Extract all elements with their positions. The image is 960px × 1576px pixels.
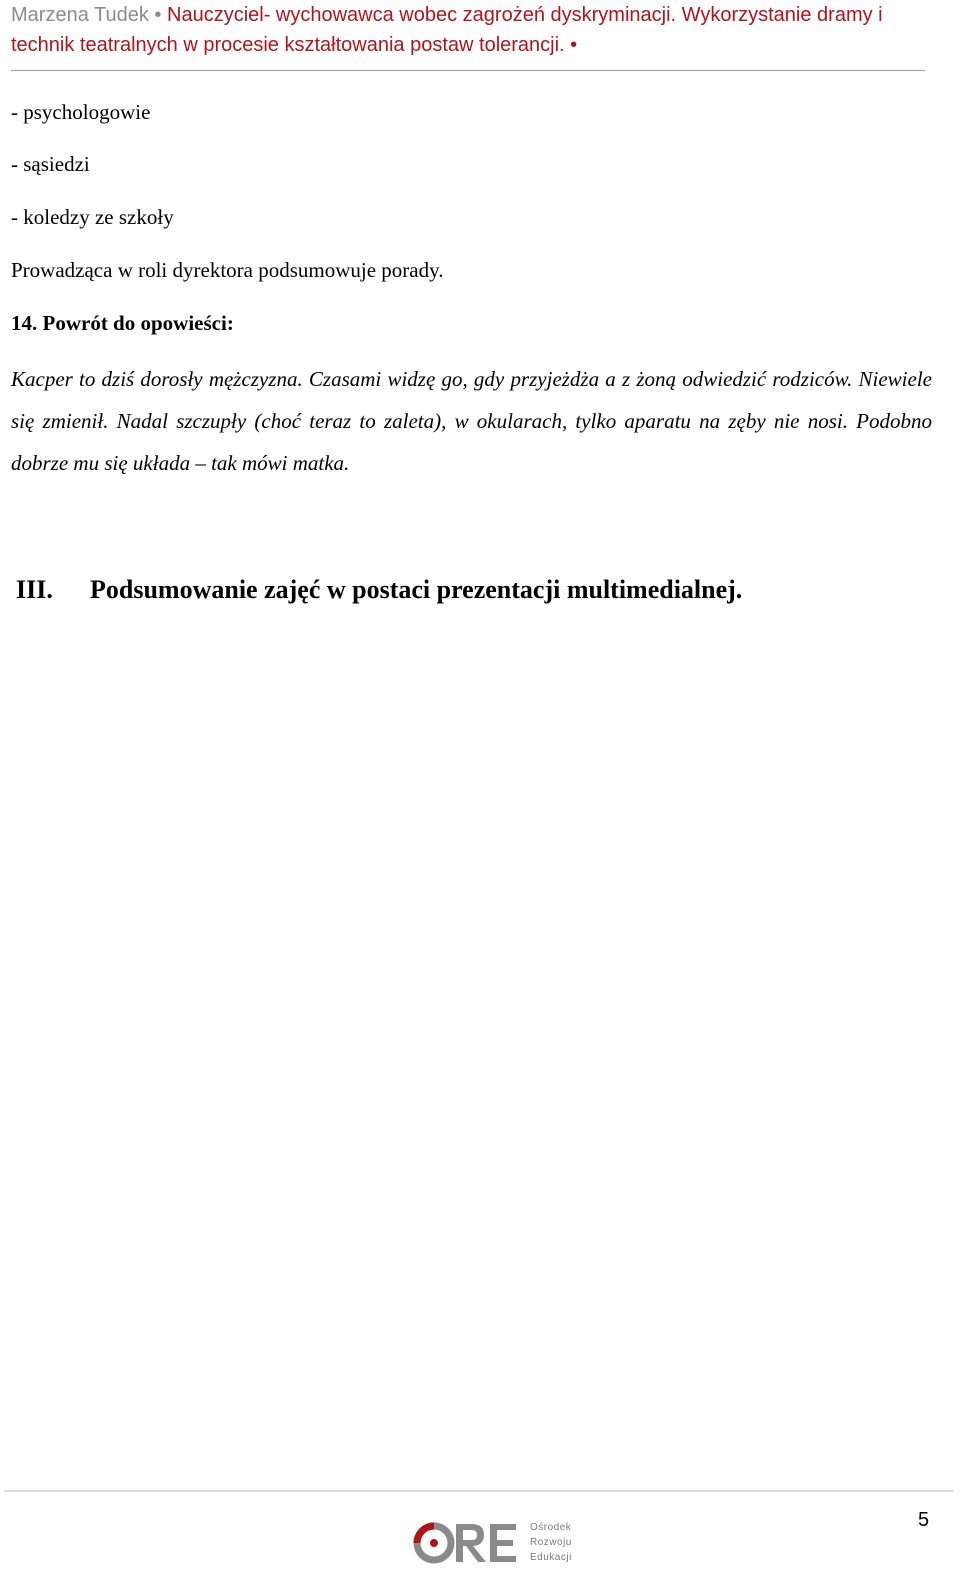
- footer-divider: [4, 1490, 953, 1492]
- part-number: III.: [16, 575, 53, 604]
- header-title: Nauczyciel- wychowawca wobec zagrożeń dyskryminacji. Wykorzystanie dramy i technik teatralnych w procesie kształtowania postaw tolerancji.: [11, 4, 883, 56]
- list-item: - psychologowie: [11, 100, 151, 124]
- logo-word: Rozwoju: [530, 1537, 572, 1548]
- ore-logo: [412, 1518, 582, 1568]
- list-item: - koledzy ze szkoły: [11, 205, 174, 229]
- running-header: [11, 0, 931, 60]
- story-paragraph: Kacper to dziś dorosły mężczyzna. Czasami widzę go, gdy przyjeżdża a z żoną odwiedzić rodziców. Niewiele się zmienił. Nadal szczupły (choć teraz to zaleta), w okularach, tylko aparatu na zęby nie nosi. Podobno dobrze mu się układa – tak mówi matka.: [11, 367, 932, 475]
- page-number: 5: [918, 1509, 930, 1531]
- header-author: Marzena Tudek: [11, 4, 149, 26]
- logo-word: Ośrodek: [530, 1522, 572, 1533]
- part-title: Podsumowanie zajęć w postaci prezentacji multimedialnej.: [90, 575, 743, 604]
- list-item: - sąsiedzi: [11, 152, 90, 176]
- ore-logo-words: [530, 1520, 572, 1565]
- section-heading: 14. Powrót do opowieści:: [11, 311, 234, 335]
- summary-line: Prowadząca w roli dyrektora podsumowuje porady.: [11, 258, 444, 282]
- header-divider: [11, 70, 925, 71]
- part-heading: [16, 574, 742, 606]
- header-bullet-end: •: [570, 34, 578, 56]
- header-bullet: •: [154, 4, 162, 26]
- ore-logo-mark: [412, 1518, 524, 1568]
- logo-word: Edukacji: [530, 1552, 572, 1563]
